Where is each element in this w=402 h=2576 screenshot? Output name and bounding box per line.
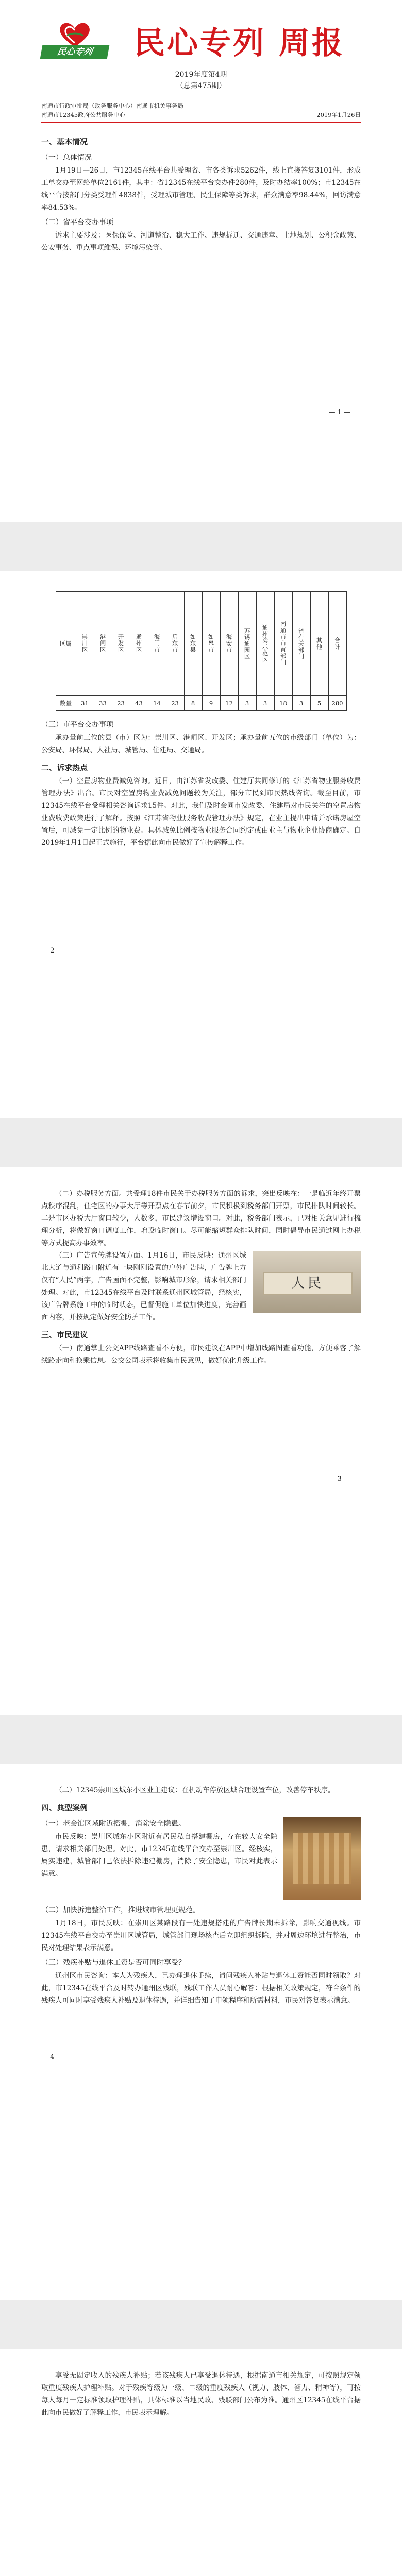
page-separator [0,1118,402,1167]
table-cell: 12 [220,696,238,711]
table-col: 合计 [328,592,346,696]
table-col: 苏锡通园区 [238,592,256,696]
issue-total: （总第475期） [176,82,226,90]
page-separator [0,522,402,571]
table-cell: 8 [184,696,202,711]
table-cell: 18 [274,696,292,711]
issue-number: 2019年度第4期 [175,71,227,79]
table-col: 如皋市 [202,592,220,696]
page-separator [0,1715,402,1764]
page-number: — 1 — [328,409,350,416]
table-col: 通州湾示范区 [256,592,274,696]
table-col: 海安市 [220,592,238,696]
table-cell: 280 [328,696,346,711]
table-col: 其他 [310,592,328,696]
para-voice: （一）南通掌上公交APP线路查看不方便，市民建议在APP中增加线路图查看功能，方便乘客了解线路走向和换乘信息。公交公司表示将收集市民意见，做好优化升级工作。 [41,1344,361,1365]
heading-city: （三）市平台交办事项 [41,721,113,729]
page-1 [0,0,402,522]
billboard-sign: 人民 [263,1272,353,1295]
para-case-3-cont: 享受无固定收入的残疾人补贴；若该残疾人已享受退休待遇，根据南通市相关规定，可按照规定领取重度残疾人护理补贴。对于残疾等级为一级、二级的重度残疾人（视力、肢体、智力、精神等），可按每人每月一定标准领取护理补贴，具体标准以当地民政、残联部门公布为准。通州区12345在线平台据此向市民做好了解释工作，市民表示理解。 [41,2371,361,2417]
table-row-header: 区属 [56,592,76,696]
logo-label: 民心专列 [40,45,110,59]
stats-table [56,591,347,711]
table-col: 海门市 [148,592,166,696]
case-photo [283,1817,361,1900]
page-3 [0,1167,402,1715]
para-hotspot-1: （一）空置房物业费减免咨询。近日，由江苏省发改委、住建厅共同修订的《江苏省物业服务收费管理办法》出台。市民对空置房物业费减免问题较为关注，部分市民到市民热线咨询。截至目前，市12345在线平台受理相关咨询诉求15件。对此，我们及时会同市发改委、住建局对市民关注的空置房物业费收费政策进行了解释。按照《江苏省物业服务收费管理办法》规定，在业主提出申请并承诺房屋空置后，可减免一定比例的物业费。具体减免比例按物业服务合同约定或由业主与物业企业协商确定。自2019年1月1日起正式施行，平台据此向市民做好了宣传解释工作。 [41,777,361,847]
publish-date: 2019年1月26日 [316,111,361,118]
para-tax: （二）办税服务方面。共受理18件市民关于办税服务方面的诉求，突出反映在：一是临近年终开票点秩序混乱，住宅区的办事大厅等开票点在春节前夕，市民积极到税务部门开票，市民排队时间较长。二是市区办税大厅窗口较少，人数多，市民建议增设窗口。对此，税务部门表示，已对相关意见进行梳理分析，将做好窗口调度工作，增设临时窗口。尽可能缩短群众排队时间，同时倡导市民通过网上办税等方式提高办事效率。 [41,1190,361,1247]
heading-basic: 一、基本情况 [41,137,88,146]
page-separator [0,2300,402,2349]
heading-overall: （一）总体情况 [41,154,92,162]
heading-case-2: （二）加快拆违整治工作，推进城市管理更规范。 [41,1906,200,1914]
publisher: 南通市12345政府公共服务中心 [41,111,126,118]
sponsor: 南通市行政审批局（政务服务中心）南通市机关事务局 [41,102,183,109]
page-number: — 3 — [328,1475,350,1483]
table-col: 启东市 [166,592,184,696]
table-col: 开发区 [112,592,130,696]
table-col: 省有关部门 [292,592,310,696]
para-case-1: 市民反映：崇川区城东小区附近有居民私自搭建棚房，存在较大安全隐患，请求相关部门处理。对此，市12345在线平台交办至崇川区。经核实，属实违建，城管部门已依法拆除违建棚房，消除了安全隐患，市民对此表示满意。 [41,1833,277,1878]
masthead-title: 民心专列 周报 [134,25,345,61]
heading-case-3: （三）残疾补贴与退休工资是否可同时享受？ [41,1959,186,1967]
table-cell: 33 [94,696,112,711]
meta-block [0,92,402,120]
heading-voice: 三、市民建议 [41,1330,88,1340]
table-col: 如东县 [184,592,202,696]
page-5 [0,2349,402,2576]
table-col: 港闸区 [94,592,112,696]
para-partner: 诉求主要涉及：医保保险、河道整治、稳大工作、违规拆迁、交通违章、土地规划、公积金政策、公安事务、重点事项维保、环境污染等。 [41,231,361,252]
para-case-2: 1月18日，市民反映：在崇川区某路段有一处违规搭建的广告牌长期未拆除，影响交通视线。市12345在线平台交办至崇川区城管局，城管部门现场核查后立即组织拆除，并对周边环境进行整治，市民对处理结果表示满意。 [41,1919,361,1952]
heading-partner: （二）省平台交办事项 [41,218,113,227]
table-col: 南通市市直部门 [274,592,292,696]
table-cell: 23 [112,696,130,711]
table-cell: 3 [256,696,274,711]
page-4 [0,1764,402,2300]
para-city: 承办量前三位的县（市）区为：崇川区、港闸区、开发区；承办量前五位的市级部门（单位）为：公安局、环保局、人社局、城管局、住建局、交通局。 [41,734,361,754]
table-row [56,696,346,711]
table-cell: 5 [310,696,328,711]
page-number: — 4 — [41,2053,63,2061]
table-cell: 31 [76,696,94,711]
heart-logo-icon [57,20,93,48]
table-cell: 23 [166,696,184,711]
heading-hotspots: 二、诉求热点 [41,763,88,772]
heading-cases: 四、典型案例 [41,1803,88,1812]
table-header-row [56,592,346,696]
para-billboard: （三）广告宣传牌设置方面。1月16日，市民反映：通州区城北大道与通利路口附近有一块刚刚设置的户外广告牌，广告牌上方仅有“人民”两字，广告画面不完整，影响城市形象，请求相关部门处理。对此，市12345在线平台及时联系通州区城管局，经核实，该广告牌系施工中的临时状态，已督促施工单位加快进度，完善画面内容，并按规定做好安全防护工作。 [41,1251,246,1321]
para-suggest: （二）12345崇川区城东小区业主建议：在机动车停放区域合理设置车位，改善停车秩序。 [55,1786,335,1794]
heading-case-1: （一）老会馆区域附近搭棚，消除安全隐患。 [41,1820,186,1828]
table-col: 崇川区 [76,592,94,696]
logo [41,20,119,61]
page-number: — 2 — [41,947,63,955]
table-count-label: 数量 [56,696,76,711]
table-cell: 43 [130,696,148,711]
para-case-3: 通州区市民咨询：本人为残疾人，已办理退休手续，请问残疾人补贴与退休工资能否同时领取？对此，市12345在线平台及时转办通州区残联，残联工作人员耐心解答：根据相关政策规定，符合条件的残疾人可同时享受残疾人补贴及退休待遇，并详细告知了申领程序和所需材料，市民对答复表示满意。 [41,1972,361,2005]
table-cell: 3 [238,696,256,711]
table-cell: 14 [148,696,166,711]
table-cell: 3 [292,696,310,711]
page-2 [0,571,402,1118]
billboard-photo [253,1251,361,1313]
masthead [0,0,402,63]
table-cell: 9 [202,696,220,711]
para-overall: 1月19日—26日，市12345在线平台共受理省、市各类诉求5262件，线上直接答复3101件，形成工单交办至网络单位2161件，其中：省12345在线平台交办件280件，及时办结率100%；市12345在线平台按部门分类受理件4838件，受理城市管理、民生保障等类诉求，群众满意率98.44%，回访满意率84.53%。 [41,166,361,212]
table-col: 通州区 [130,592,148,696]
